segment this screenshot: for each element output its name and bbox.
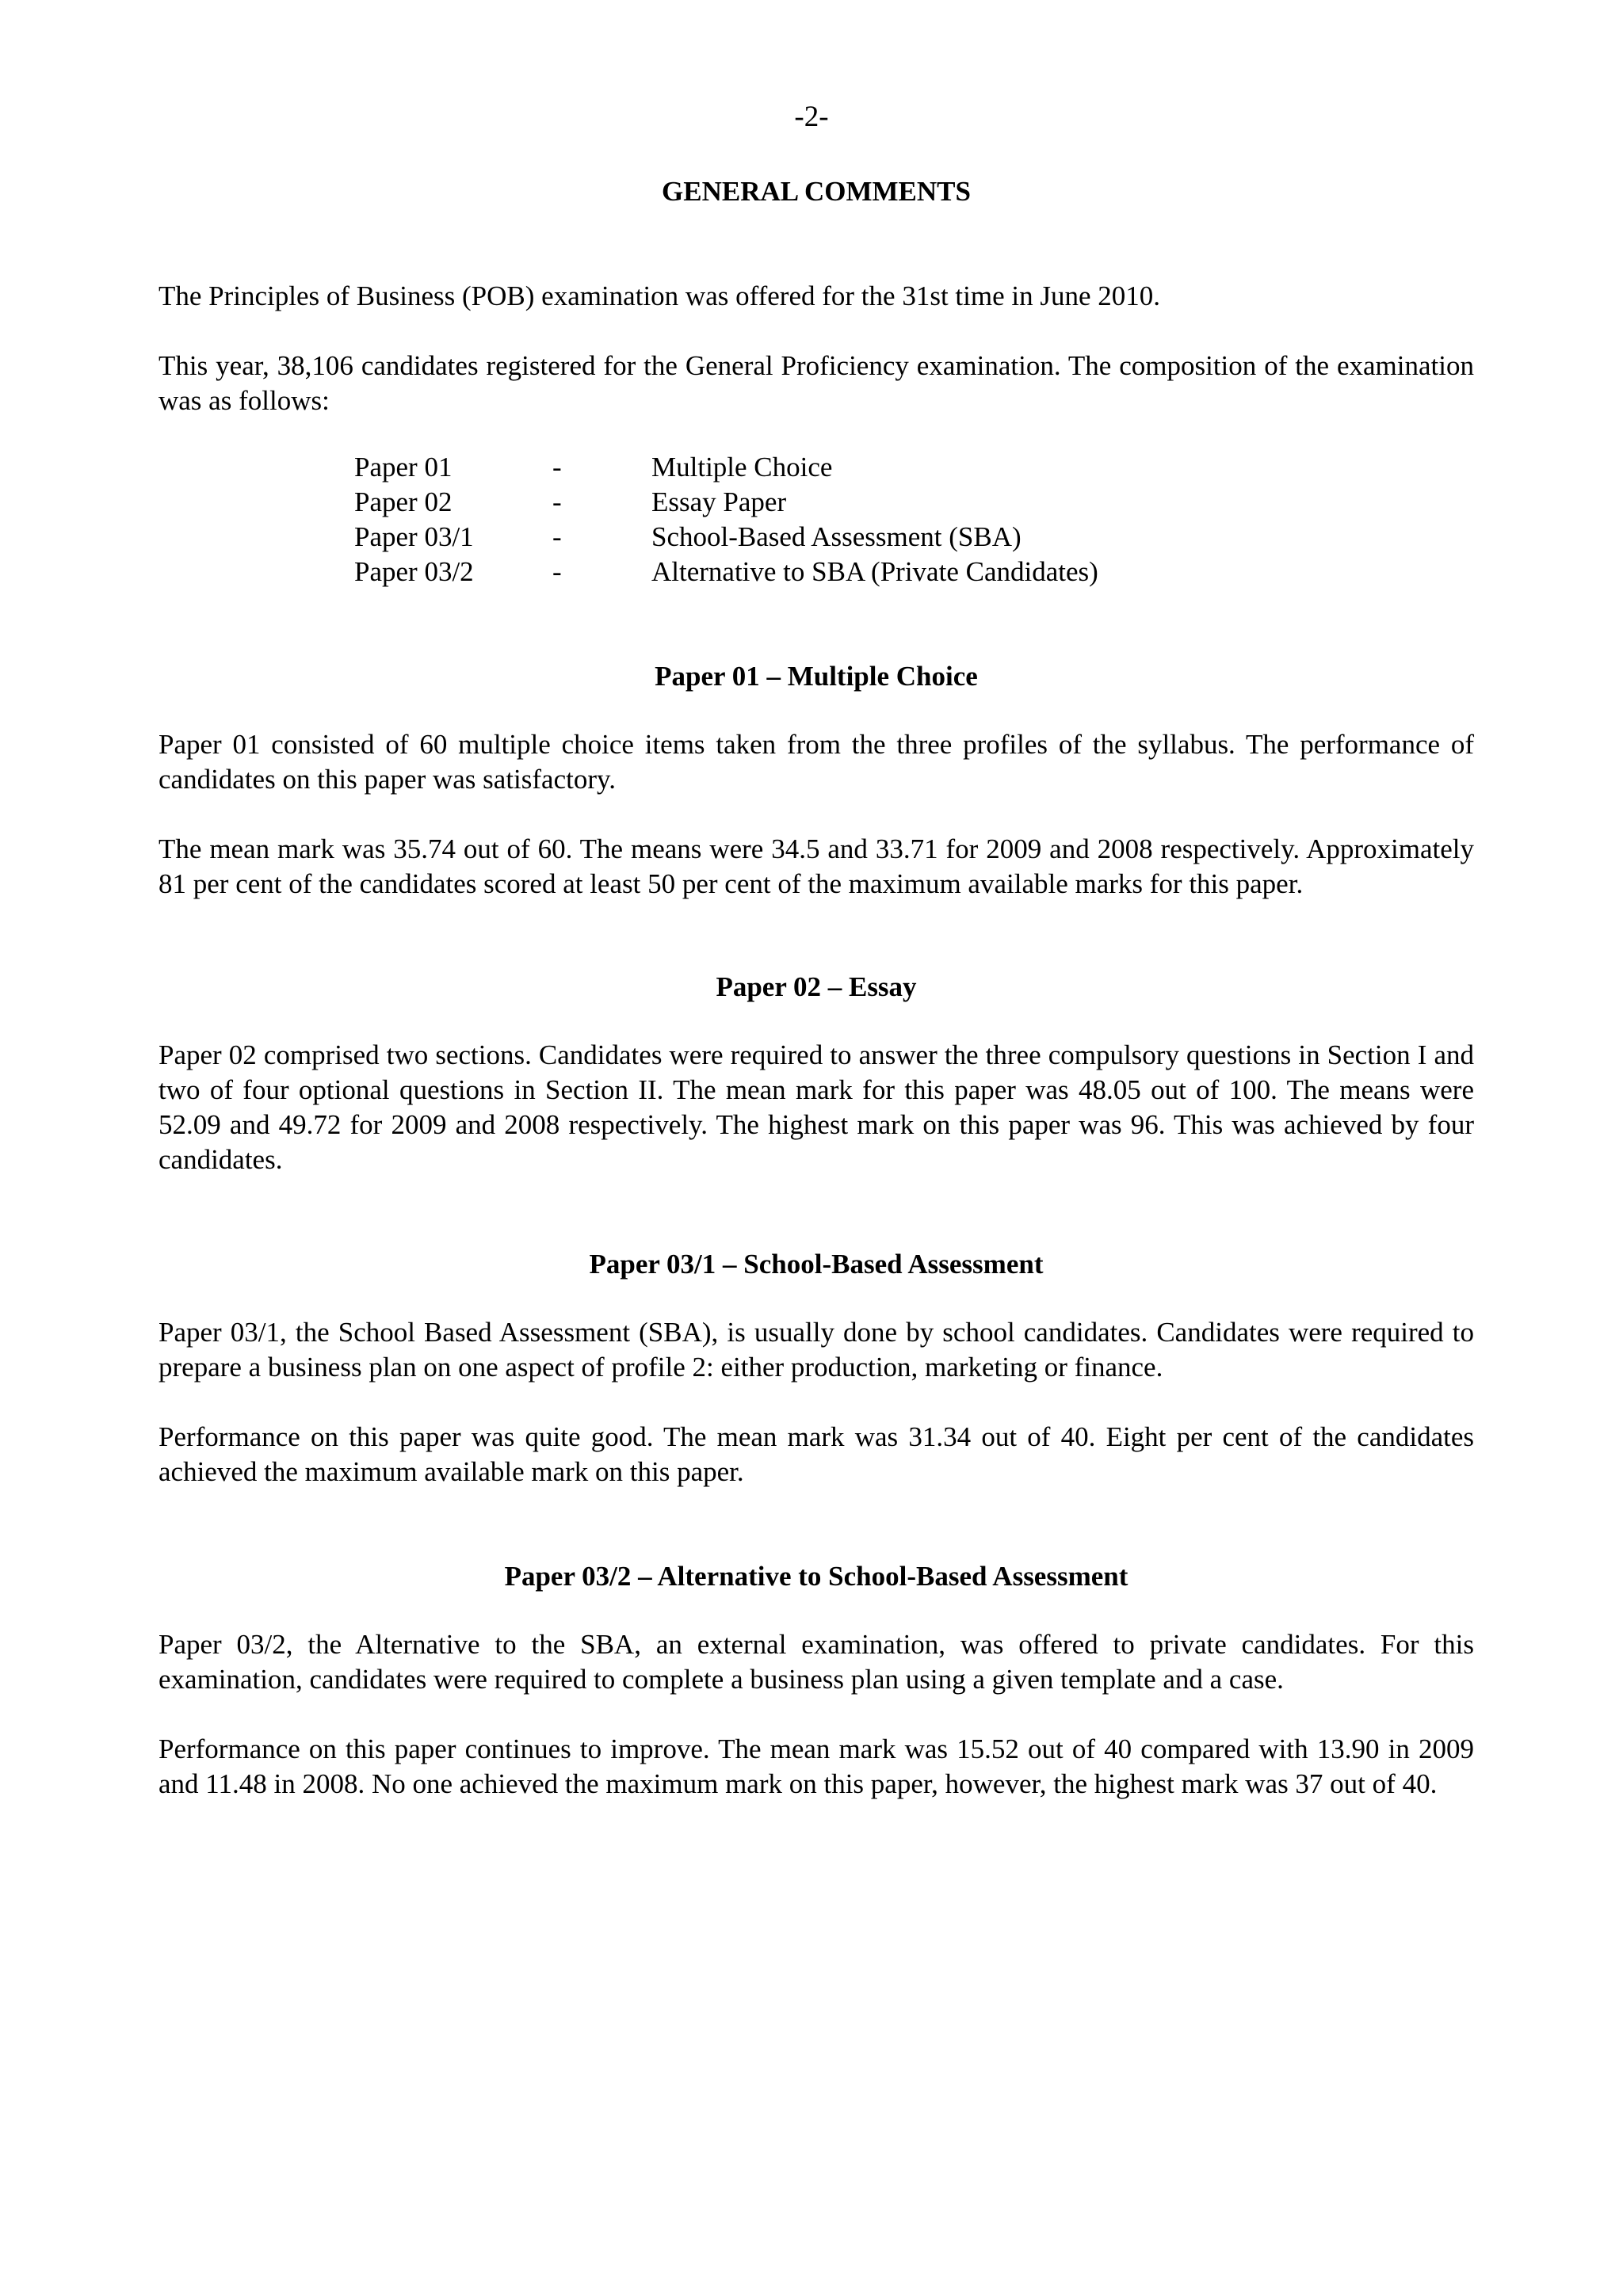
paper01-paragraph-1: Paper 01 consisted of 60 multiple choice items taken from the three profiles of the syllabus. The performance of candidates on this paper was satisfactory. [158,729,1474,795]
paper02-paragraph-1: Paper 02 comprised two sections. Candidates were required to answer the three compulsory questions in Section I and two of four optional questions in Section II. The mean mark for this paper was 48.05 out of 100. The means were 52.09 and 49.72 for 2009 and 2008 respectively. The highest mark on this paper was 96. This was achieved by four candidates. [158,1039,1474,1175]
composition-description: Essay Paper [651,486,787,517]
composition-paper: Paper 02 [354,486,453,517]
paper03-1-heading: Paper 03/1 – School-Based Assessment [589,1249,1044,1280]
registration-paragraph: This year, 38,106 candidates registered for the General Proficiency examination. The composition of the examination was as follows: [158,350,1474,416]
composition-dash: - [552,556,562,587]
composition-description: School-Based Assessment (SBA) [651,521,1022,552]
page-number: -2- [794,101,829,133]
composition-dash: - [552,486,562,517]
paper01-paragraph-2: The mean mark was 35.74 out of 60. The means were 34.5 and 33.71 for 2009 and 2008 respectively. Approximately 81 per cent of the candidates scored at least 50 per cent of the maximum available marks for this paper. [158,833,1474,899]
intro-paragraph: The Principles of Business (POB) examination was offered for the 31st time in June 2010. [158,280,1160,311]
composition-paper: Paper 03/2 [354,556,474,587]
paper02-heading: Paper 02 – Essay [716,971,917,1002]
paper03-2-heading: Paper 03/2 – Alternative to School-Based Assessment [504,1561,1128,1592]
paper01-heading: Paper 01 – Multiple Choice [655,661,978,692]
paper03-1-paragraph-2: Performance on this paper was quite good. The mean mark was 31.34 out of 40. Eight per cent of the candidates achieved the maximum available mark on this paper. [158,1421,1474,1487]
composition-description: Multiple Choice [651,452,833,482]
composition-paper: Paper 03/1 [354,521,474,552]
composition-description: Alternative to SBA (Private Candidates) [651,556,1098,587]
general-comments-heading: GENERAL COMMENTS [662,176,971,207]
paper03-2-paragraph-1: Paper 03/2, the Alternative to the SBA, an external examination, was offered to private candidates. For this examination, candidates were required to complete a business plan using a given template and a case. [158,1629,1474,1695]
composition-dash: - [552,452,562,482]
paper03-1-paragraph-1: Paper 03/1, the School Based Assessment (SBA), is usually done by school candidates. Candidates were required to prepare a business plan on one aspect of profile 2: either production, marketing or finance. [158,1317,1474,1383]
paper03-2-paragraph-2: Performance on this paper continues to improve. The mean mark was 15.52 out of 40 compared with 13.90 in 2009 and 11.48 in 2008. No one achieved the maximum mark on this paper, however, the highest mark was 37 out of 40. [158,1733,1474,1799]
composition-paper: Paper 01 [354,452,453,482]
composition-dash: - [552,521,562,552]
